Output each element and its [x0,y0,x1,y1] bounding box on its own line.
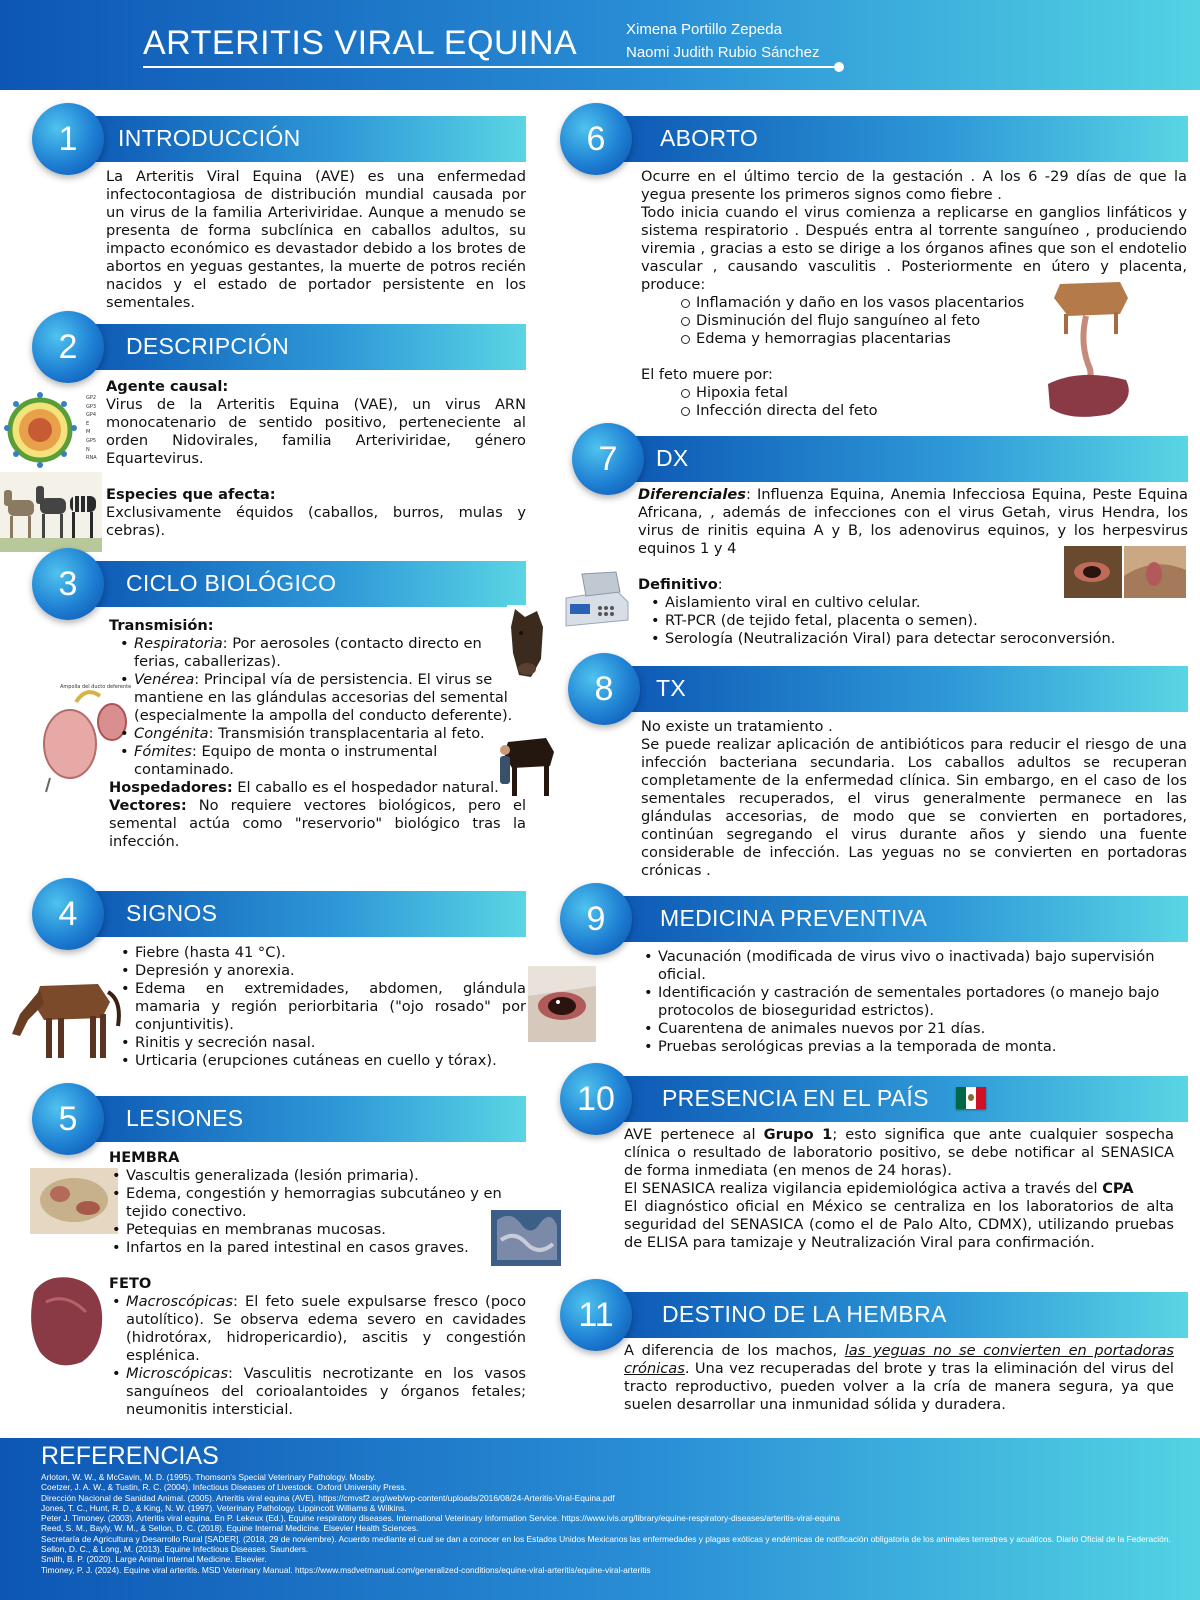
list-item: Reed, S. M., Bayly, W. M., & Sellon, D. C. (2018). Equine Internal Medicine. Elsevier Health Sciences. [41,1523,419,1534]
author-1: Ximena Portillo Zepeda [626,21,782,38]
section-title: LESIONES [126,1105,244,1131]
list-item: • Respiratoria: Por aerosoles (contacto directo en ferias, caballerizas). [117,635,526,671]
section-number: 8 [568,653,640,725]
list-item: • Fómites: Equipo de monta o instrumental contaminado. [117,743,526,779]
section-number: 3 [32,548,104,620]
female-label: HEMBRA [109,1149,180,1166]
list-item: Sellon, D. C., & Long, M. (2013). Equine Infectious Diseases. Saunders. [41,1544,309,1555]
vectors-text: No requiere vectores biológicos, pero el semental actúa como "reservorio" biológico tras la infección. [109,797,526,850]
section-11-header [560,1292,1188,1338]
lesions-body [109,1149,526,1419]
authors [626,18,819,64]
section-3-header [32,561,526,607]
agent-label: Agente causal: [106,378,229,395]
hosts-text: El caballo es el hospedador natural. [232,779,499,796]
section-title: INTRODUCCIÓN [118,125,301,151]
list-item: • Serología (Neutralización Viral) para detectar seroconversión. [648,630,1188,648]
list-item: Timoney, P. J. (2024). Equine viral arteritis. MSD Veterinary Manual. https://www.msdvetmanual.com/generalized-conditions/equine-viral-arteritis/equine-viral-arteritis [41,1564,651,1575]
dx-body: Diferenciales: Influenza Equina, Anemia Infecciosa Equina, Peste Equina Africana, , además de infecciones con el virus Getah, virus Hendra, los virus de rinitis equina A y B, los adenovirus equinos, y los herpesvirus equinos 1 y 4 Definitivo: • Aislamiento viral en cultivo celular. • RT-PCR (de tejido fetal, placenta o semen). • Serología (Neutralización Viral) para detectar seroconversión. [638,486,1188,648]
references-list [41,1472,1171,1575]
section-number: 6 [560,103,632,175]
section-10-header [560,1076,1188,1122]
section-title: DX [656,445,689,471]
section-title: DESCRIPCIÓN [126,333,290,359]
differentials-label: Diferenciales [638,486,746,503]
list-item: • Rinitis y secreción nasal. [118,1034,526,1052]
section-number: 5 [32,1083,104,1155]
grazing-horse-photo [6,970,130,1064]
references-title: REFERENCIAS [41,1442,219,1470]
female-fate-text: A diferencia de los machos, las yeguas no se convierten en portadoras crónicas. Una vez recuperadas del brote y tras la eliminación del virus del tracto reproductivo, pueden volver a la cría de manera segura, ya que suelen desarrollar una inmunidad sólida y duradera. [624,1342,1174,1413]
hosts-label: Hospedadores: [109,779,233,796]
fetal-organ-photo [26,1272,106,1370]
list-item: Arloton, W. W., & McGavin, M. D. (1995). Thomson's Special Veterinary Pathology. Mosby. [41,1472,376,1482]
section-title: CICLO BIOLÓGICO [126,570,337,596]
list-item: Hipoxia fetal [679,384,1187,402]
list-item: • Identificación y castración de sementales portadores (o manejo bajo protocolos de bioseguridad estrictos). [641,984,1187,1020]
country-body: AVE pertenece al Grupo 1; esto significa que ante cualquier sospecha clínica o resultado de laboratorio positivo, se debe notificar al SENASICA de forma inmediata (en menos de 24 horas). El SENASICA realiza vigilancia epidemiológica activa a través del CPA El diagnóstico oficial en México se centraliza en los laboratorios de alta seguridad del SENASICA (como el de Palo Alto, CDMX), utilizando pruebas de ELISA para tamizaje y Neutralización Viral para confirmación. [624,1126,1174,1251]
fetus-dies-label: El feto muere por: [641,366,773,383]
vectors-label: Vectores: [109,797,187,814]
list-item: Infección directa del feto [679,402,1187,420]
section-1-header [32,116,526,162]
list-item: Jones, T. C., Hunt, R. D., & King, N. W. (1997). Veterinary Pathology. Lippincott Williams & Wilkins. [41,1502,407,1513]
treatment-text: No existe un tratamiento . Se puede realizar aplicación de antibióticos para reducir el riesgo de una infección bacteriana secundaria. Los caballos adultos se recuperan completamente de la enfermedad clínica. Sin embargo, en el caso de los sementales recuperados, el virus generalmente permanece en las glándulas accesorias, de modo que se convierten en portadores, continúan segregando el virus durante años y siendo una fuente considerable de infección. Las yeguas no se convierten en portadoras crónicas . [641,718,1187,879]
section-5-header [32,1096,526,1142]
section-7-header [572,436,1188,482]
references-footer [0,1438,1200,1600]
transmission-label: Transmisión: [109,617,214,634]
list-item: Peter J. Timoney. (2003). Arteritis viral equina. En P. Lekeux (Ed.), Equine respiratory diseases. International Veterinary Information Service. https://www.ivis.org/library/equine-respiratory-diseases/arteritis-viral-equina [41,1513,840,1524]
list-item: Inflamación y daño en los vasos placentarios [679,294,1187,312]
section-bar [608,666,1188,712]
list-item: • Infartos en la pared intestinal en casos graves. [109,1239,526,1257]
title-underline [143,66,839,68]
section-title: ABORTO [660,125,759,151]
prevention-body [641,948,1187,1056]
section-title: SIGNOS [126,900,218,926]
equids-illustration [0,472,102,552]
list-item: Disminución del flujo sanguíneo al feto [679,312,1187,330]
list-item: • Urticaria (erupciones cutáneas en cuello y tórax). [118,1052,526,1070]
pink-eye-photo [528,966,596,1042]
section-title: TX [656,675,686,701]
species-text: Exclusivamente équidos (caballos, burros, mulas y cebras). [106,504,526,539]
section-number: 7 [572,423,644,495]
section-2-header [32,324,526,370]
list-item: • Depresión y anorexia. [118,962,526,980]
section-9-header [560,896,1188,942]
intro-text: La Arteritis Viral Equina (AVE) es una enfermedad infectocontagiosa de distribución mundial causada por un virus de la familia Arteriviridae. Aunque a menudo se presenta de forma subclínica en caballos adultos, su impacto económico es devastador debido a los brotes de abortos en yeguas gestantes, la muerte de potros recién nacidos y el estado de portador persistente en los sementales. [106,168,526,311]
list-item: • Petequias en membranas mucosas. [109,1221,526,1239]
section-title: MEDICINA PREVENTIVA [660,905,928,931]
poster-title: ARTERITIS VIRAL EQUINA [143,24,578,62]
agent-text: Virus de la Arteritis Equina (VAE), un virus ARN monocatenario de sentido positivo, perteneciente al orden Nidovirales, familia Arteriviridae, género Equartevirus. [106,396,526,467]
author-2: Naomi Judith Rubio Sánchez [626,44,820,61]
list-item: Smith, B. P. (2020). Large Animal Internal Medicine. Elsevier. [41,1554,267,1565]
underline-dot [834,62,844,72]
list-item: • Aislamiento viral en cultivo celular. [648,594,1188,612]
abortion-text: Ocurre en el último tercio de la gestación . A los 6 -29 días de que la yegua presente los primeros signos como fiebre . Todo inicia cuando el virus comienza a replicarse en ganglios linfáticos y sistema respiratorio . Después entra al torrente sanguíneo , produciendo viremia , gracias a esto se dirige a los órganos afines que son el endotelio vascular , causando vasculitis . Posteriormente en útero y placenta, produce: [641,168,1187,293]
differentials-text: : Influenza Equina, Anemia Infecciosa Equina, Peste Equina Africana, , además de infecciones con el virus Getah, virus Hendra, los virus de rinitis equina A y B, los adenovirus equinos, y los herpesvirus equinos 1 y 4 [638,486,1188,557]
virion-diagram: GP2 GP3 GP4 E M GP5 N RNA [4,392,100,468]
section-number: 11 [560,1279,632,1351]
list-item: • Edema en extremidades, abdomen, glándula mamaria y región periorbitaria ("ojo rosado" por conjuntivitis). [118,980,526,1034]
section-bar [612,436,1188,482]
section-4-header [32,891,526,937]
diagram-label: Ampolla del ducto deferente [60,684,132,690]
list-item: Secretaría de Agricultura y Desarrollo Rural [SADER]. (2018, 29 de noviembre). Acuerdo mediante el cual se dan a conocer en los Estados Unidos Mexicanos las enfermedades y plagas exóticas y endémicas de notificación obligatoria de los animales terrestres y acuáticos. Diario Oficial de la Federación. [41,1533,1171,1544]
list-item: • RT-PCR (de tejido fetal, placenta o semen). [648,612,1188,630]
list-item: • Fiebre (hasta 41 °C). [118,944,526,962]
section-number: 10 [560,1063,632,1135]
list-item: • Macroscópicas: El feto suele expulsarse fresco (poco autolítico). Se observa edema severo en cavidades (hidrotórax, hidropericardio), ascitis y congestión esplénica. [109,1293,526,1365]
section-title: DESTINO DE LA HEMBRA [662,1301,947,1327]
description-body [106,378,526,540]
signs-body [118,944,526,1070]
list-item: Edema y hemorragias placentarias [679,330,1187,348]
abortion-body [641,168,1187,420]
list-item: • Vascultis generalizada (lesión primaria). [109,1167,526,1185]
species-label: Especies que afecta: [106,486,276,503]
list-item: • Congénita: Transmisión transplacentaria al feto. [117,725,526,743]
list-item: • Microscópicas: Vasculitis necrotizante en los vasos sanguíneos del corioalantoides y órganos fetales; neumonitis intersticial. [109,1365,526,1419]
fetus-label: FETO [109,1275,152,1292]
list-item: • Vacunación (modificada de virus vivo o inactivada) bajo supervisión oficial. [641,948,1187,984]
list-item: • Cuarentena de animales nuevos por 21 días. [641,1020,1187,1038]
pcr-machine-icon [560,568,632,632]
list-item: • Edema, congestión y hemorragias subcutáneo y en tejido conectivo. [109,1185,526,1221]
mexico-flag-icon [956,1087,986,1109]
section-8-header [568,666,1188,712]
list-item: Dirección Nacional de Sanidad Animal. (2005). Arteritis viral equina (AVE). https://cmvsf2.org/web/wp-content/uploads/2016/08/24-Arteritis-Viral-Equina.pdf [41,1492,615,1503]
section-title: PRESENCIA EN EL PAÍS [662,1085,929,1111]
section-number: 2 [32,311,104,383]
section-number: 4 [32,878,104,950]
list-item: • Pruebas serológicas previas a la temporada de monta. [641,1038,1187,1056]
list-item: • Venérea: Principal vía de persistencia. El virus se mantiene en las glándulas accesorias del semental (especialmente la ampolla del conducto deferente). [117,671,526,725]
list-item: Coetzer, J. A. W., & Tustin, R. C. (2004). Infectious Diseases of Livestock. Oxford University Press. [41,1482,407,1493]
hemorrhage-photo [30,1168,118,1234]
definitive-label: Definitivo [638,576,718,593]
poster-header [0,0,1200,90]
section-number: 1 [32,103,104,175]
section-6-header [560,116,1188,162]
cycle-body [109,617,526,851]
section-number: 9 [560,883,632,955]
